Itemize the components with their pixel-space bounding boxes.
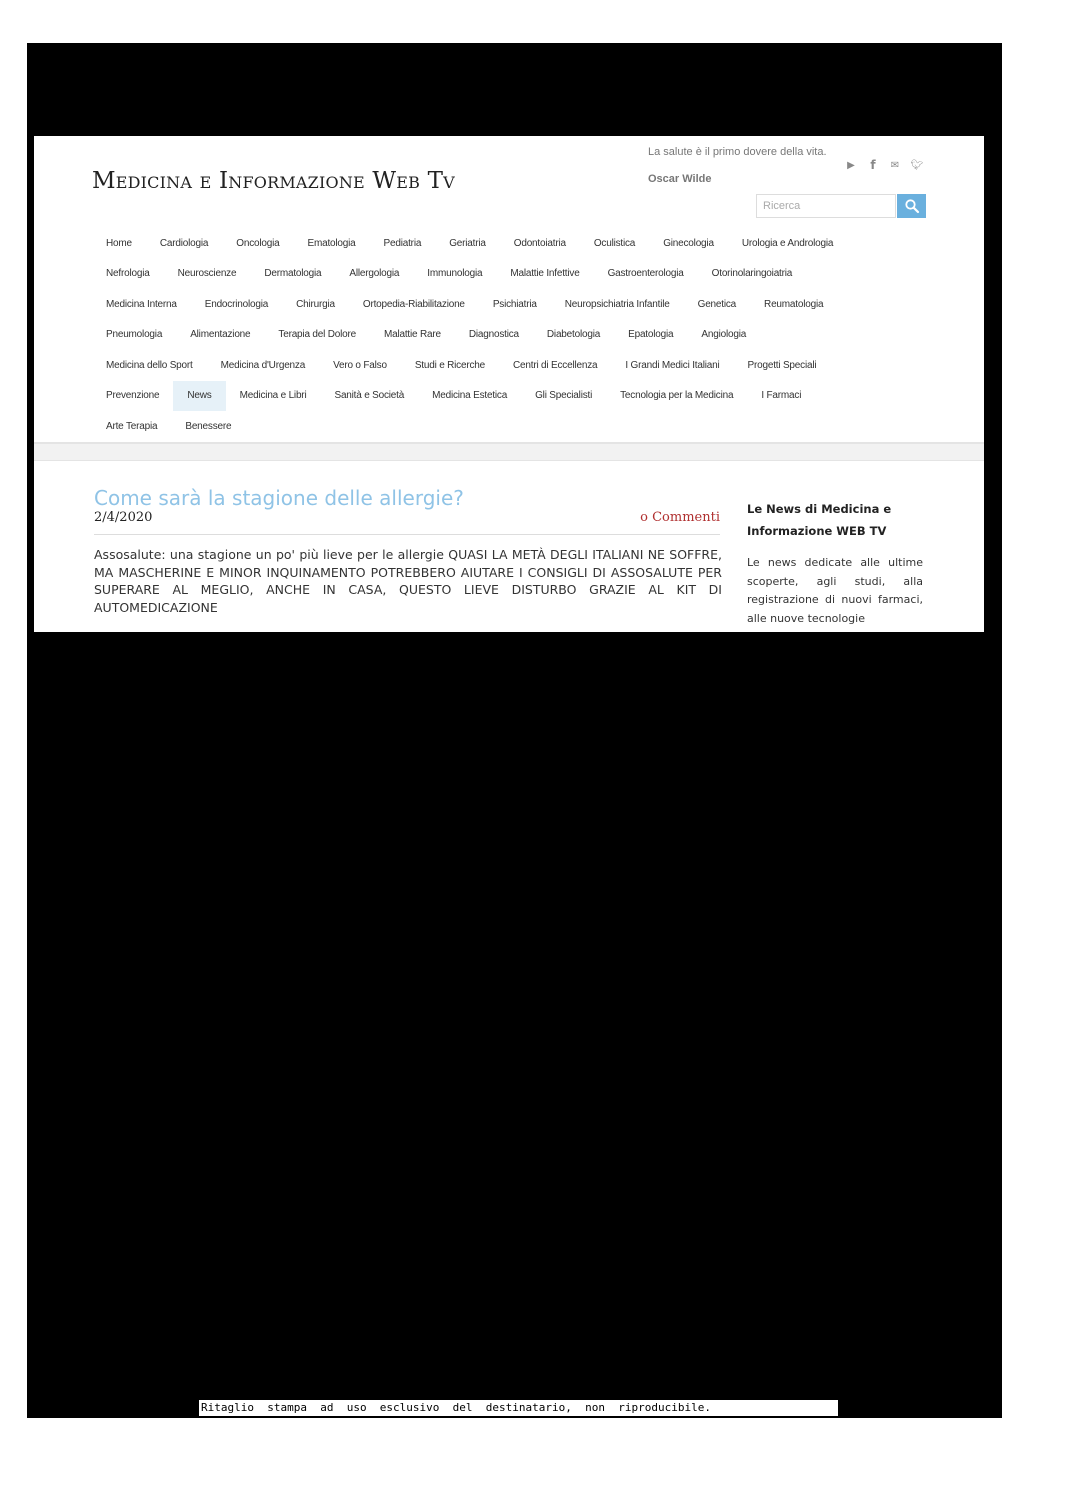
nav-item-malattie-infettive[interactable]: Malattie Infettive <box>510 268 580 280</box>
twitter-icon[interactable]: 🐦︎ <box>910 159 924 171</box>
nav-item-benessere[interactable]: Benessere <box>185 420 232 432</box>
nav-item-medicina-e-libri[interactable]: Medicina e Libri <box>239 390 307 402</box>
nav-item-otorinolaringoiatria[interactable]: Otorinolaringoiatria <box>711 268 793 280</box>
nav-item-home[interactable]: Home <box>106 237 132 249</box>
nav-item-ortopedia-riabilitazione[interactable]: Ortopedia-Riabilitazione <box>362 298 465 310</box>
nav-item-neuroscienze[interactable]: Neuroscienze <box>177 268 237 280</box>
email-icon[interactable]: ✉ <box>890 159 900 171</box>
search-icon <box>904 198 920 214</box>
nav-item-chirurgia[interactable]: Chirurgia <box>296 298 335 310</box>
nav-item-oncologia[interactable]: Oncologia <box>236 237 280 249</box>
nav-item-ginecologia[interactable]: Ginecologia <box>663 237 714 249</box>
nav-item-reumatologia[interactable]: Reumatologia <box>764 298 824 310</box>
nav-item-nefrologia[interactable]: Nefrologia <box>106 268 150 280</box>
nav-item-gli-specialisti[interactable]: Gli Specialisti <box>535 390 593 402</box>
nav-item-urologia-e-andrologia[interactable]: Urologia e Andrologia <box>741 237 834 249</box>
nav-row <box>92 381 942 412</box>
nav-row <box>92 350 942 381</box>
nav-item-diagnostica[interactable]: Diagnostica <box>468 329 519 341</box>
nav-item-neuropsichiatria-infantile[interactable]: Neuropsichiatria Infantile <box>564 298 670 310</box>
post-title-link[interactable]: Come sarà la stagione delle allergie? <box>94 486 464 510</box>
nav-item-medicina-estetica[interactable]: Medicina Estetica <box>432 390 508 402</box>
nav-item-i-farmaci[interactable]: I Farmaci <box>761 390 802 402</box>
nav-item-psichiatria[interactable]: Psichiatria <box>492 298 537 310</box>
youtube-icon[interactable]: ▶ <box>847 159 855 171</box>
nav-item-centri-di-eccellenza[interactable]: Centri di Eccellenza <box>513 359 598 371</box>
post-excerpt: Assosalute: una stagione un po' più lieve per le allergie QUASI LA METÀ DEGLI ITALIANI NE SOFFRE, MA MASCHERINE E MINOR INQUINAMENTO POTREBBERO AIUTARE I CONSIGLI DI ASSOSALUTE PER SUPERARE AL MEGLIO, ANCHE IN CASA, QUESTO LIEVE DISTURBO GRAZIE AL KIT DI AUTOMEDICAZIONE <box>94 547 722 615</box>
site-title[interactable]: Medicina e Informazione Web Tv <box>92 168 455 194</box>
nav-item-alimentazione[interactable]: Alimentazione <box>190 329 251 341</box>
nav-item-oculistica[interactable]: Oculistica <box>593 237 636 249</box>
nav-item-arte-terapia[interactable]: Arte Terapia <box>106 420 158 432</box>
nav-item-vero-o-falso[interactable]: Vero o Falso <box>333 359 387 371</box>
nav-row <box>92 259 942 290</box>
search-input[interactable] <box>756 194 896 218</box>
nav-item-news[interactable]: News <box>173 381 225 411</box>
sidebar-text: Le news dedicate alle ultime scoperte, agli studi, alla registrazione di nuovi farmaci, alle nuove tecnologie <box>747 556 923 625</box>
nav-item-angiologia[interactable]: Angiologia <box>701 329 747 341</box>
nav-item-sanità-e-società[interactable]: Sanità e Società <box>334 390 405 402</box>
nav-row <box>92 228 942 259</box>
nav-item-prevenzione[interactable]: Prevenzione <box>106 390 160 402</box>
nav-item-studi-e-ricerche[interactable]: Studi e Ricerche <box>414 359 485 371</box>
nav-item-immunologia[interactable]: Immunologia <box>427 268 483 280</box>
nav-item-diabetologia[interactable]: Diabetologia <box>546 329 601 341</box>
nav-item-allergologia[interactable]: Allergologia <box>349 268 400 280</box>
nav-item-tecnologia-per-la-medicina[interactable]: Tecnologia per la Medicina <box>620 390 734 402</box>
nav-item-malattie-rare[interactable]: Malattie Rare <box>383 329 441 341</box>
nav-item-dermatologia[interactable]: Dermatologia <box>264 268 322 280</box>
website-capture <box>34 136 984 632</box>
nav-item-medicina-interna[interactable]: Medicina Interna <box>106 298 177 310</box>
nav-item-genetica[interactable]: Genetica <box>697 298 737 310</box>
post-comments-link[interactable]: o Commenti <box>640 510 720 525</box>
nav-item-endocrinologia[interactable]: Endocrinologia <box>204 298 269 310</box>
nav-item-pneumologia[interactable]: Pneumologia <box>106 329 163 341</box>
nav-item-ematologia[interactable]: Ematologia <box>307 237 356 249</box>
main-nav <box>92 228 942 442</box>
header-band <box>34 444 984 461</box>
nav-item-pediatria[interactable]: Pediatria <box>383 237 422 249</box>
header-quote: La salute è il primo dovere della vita. <box>648 146 827 158</box>
social-links <box>844 158 924 172</box>
search-button[interactable] <box>897 194 926 218</box>
facebook-icon[interactable]: f <box>870 158 876 172</box>
nav-item-epatologia[interactable]: Epatologia <box>628 329 674 341</box>
nav-item-odontoiatria[interactable]: Odontoiatria <box>513 237 566 249</box>
nav-item-geriatria[interactable]: Geriatria <box>449 237 486 249</box>
nav-item-medicina-d-urgenza[interactable]: Medicina d'Urgenza <box>220 359 306 371</box>
nav-item-cardiologia[interactable]: Cardiologia <box>159 237 209 249</box>
post-date: 2/4/2020 <box>94 510 153 525</box>
nav-item-i-grandi-medici-italiani[interactable]: I Grandi Medici Italiani <box>625 359 720 371</box>
nav-item-progetti-speciali[interactable]: Progetti Speciali <box>747 359 817 371</box>
quote-author: Oscar Wilde <box>648 173 712 185</box>
nav-item-gastroenterologia[interactable]: Gastroenterologia <box>607 268 684 280</box>
nav-item-medicina-dello-sport[interactable]: Medicina dello Sport <box>106 359 193 371</box>
nav-row <box>92 289 942 320</box>
sidebar-title: Le News di Medicina e Informazione WEB TV <box>747 502 892 538</box>
nav-row <box>92 411 942 442</box>
post-divider <box>94 534 720 535</box>
clipping-notice: Ritaglio stampa ad uso esclusivo del destinatario, non riproducibile. <box>199 1400 838 1416</box>
search-box <box>756 194 926 218</box>
nav-item-terapia-del-dolore[interactable]: Terapia del Dolore <box>278 329 356 341</box>
nav-row <box>92 320 942 351</box>
